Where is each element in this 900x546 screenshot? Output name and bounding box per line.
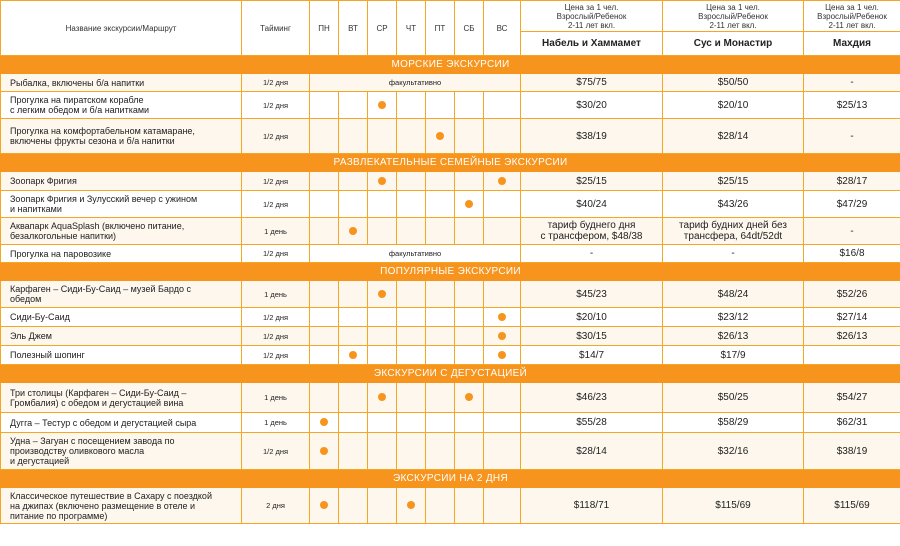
table-row <box>1 92 900 119</box>
cell-text-line: и дегустацией <box>10 456 70 466</box>
section-title: РАЗВЛЕКАТЕЛЬНЫЕ СЕМЕЙНЫЕ ЭКСКУРСИИ <box>1 154 900 172</box>
day-cell <box>484 327 521 346</box>
schedule-dot-icon <box>407 501 415 509</box>
schedule-dot-icon <box>498 313 506 321</box>
price-cell: $40/24 <box>521 191 663 218</box>
day-header: ВС <box>484 1 521 56</box>
cell-text-line: питание по программе) <box>10 510 108 521</box>
schedule-dot-icon <box>349 227 357 235</box>
price-cell: $28/17 <box>804 172 900 191</box>
price-cell: $115/69 <box>663 488 804 524</box>
cell-text-line: с трансфером, $48/38 <box>540 231 643 242</box>
price-cell: $38/19 <box>521 119 663 154</box>
excursion-name <box>1 308 242 327</box>
timing-cell: 1 день <box>242 383 310 413</box>
schedule-dot-icon <box>378 393 386 401</box>
day-cell <box>339 191 368 218</box>
day-cell <box>397 433 426 470</box>
cell-text-line: производству оливкового масла <box>10 446 145 456</box>
day-cell <box>368 433 397 470</box>
table-row <box>1 74 900 92</box>
region-header: Набель и Хаммамет <box>521 32 663 56</box>
cell-text-line: Эль Джем <box>10 331 52 341</box>
schedule-dot-icon <box>378 177 386 185</box>
excursion-name <box>1 488 242 524</box>
day-cell <box>455 218 484 245</box>
day-header: СР <box>368 1 397 56</box>
day-cell <box>310 281 339 308</box>
excursion-name <box>1 281 242 308</box>
day-cell <box>339 327 368 346</box>
schedule-dot-icon <box>498 351 506 359</box>
day-cell <box>397 413 426 433</box>
day-cell <box>484 383 521 413</box>
day-cell <box>484 172 521 191</box>
price-cell: $55/28 <box>521 413 663 433</box>
excursion-name <box>1 218 242 245</box>
excursion-name <box>1 245 242 263</box>
day-cell <box>310 119 339 154</box>
timing-cell: 1/2 дня <box>242 433 310 470</box>
day-cell <box>310 327 339 346</box>
cell-text-line: Прогулка на комфортабельном катамаране, <box>10 126 195 136</box>
day-cell <box>426 308 455 327</box>
price-cell: $45/23 <box>521 281 663 308</box>
cell-text-line: Громбалия) с обедом и дегустацией вина <box>10 397 184 408</box>
day-cell <box>368 119 397 154</box>
day-cell <box>368 92 397 119</box>
price-cell: - <box>663 245 804 263</box>
day-cell <box>455 327 484 346</box>
day-cell <box>397 281 426 308</box>
price-cell: $27/14 <box>804 308 900 327</box>
price-cell: $62/31 <box>804 413 900 433</box>
excursion-name <box>1 346 242 365</box>
day-cell <box>339 119 368 154</box>
price-cell <box>663 218 804 245</box>
day-cell <box>484 308 521 327</box>
cell-text-line: Зоопарк Фригия и Зулусский вечер с ужином <box>10 194 198 204</box>
table-row <box>1 172 900 191</box>
price-header: Цена за 1 чел. Взрослый/Ребенок 2-11 лет вкл. <box>521 1 663 32</box>
section-title: ЭКСКУРСИИ НА 2 ДНЯ <box>1 470 900 488</box>
day-cell <box>426 346 455 365</box>
day-cell <box>310 172 339 191</box>
day-cell <box>339 383 368 413</box>
day-cell <box>310 218 339 245</box>
excursion-name <box>1 413 242 433</box>
cell-text-line: Карфаген – Сиди-Бу-Саид – музей Бардо с <box>10 284 191 294</box>
cell-text-line: Сиди-Бу-Саид <box>10 312 70 322</box>
price-cell: - <box>804 74 900 92</box>
day-cell <box>310 346 339 365</box>
day-header: ПТ <box>426 1 455 56</box>
timing-cell: 1/2 дня <box>242 74 310 92</box>
schedule-dot-icon <box>498 177 506 185</box>
day-cell <box>397 308 426 327</box>
timing-cell: 1/2 дня <box>242 172 310 191</box>
price-cell: $118/71 <box>521 488 663 524</box>
header-row <box>1 1 900 32</box>
price-cell: $25/15 <box>521 172 663 191</box>
price-cell: $20/10 <box>663 92 804 119</box>
timing-cell: 1 день <box>242 413 310 433</box>
schedule-dot-icon <box>498 332 506 340</box>
day-cell <box>455 413 484 433</box>
table-row <box>1 488 900 524</box>
day-cell <box>484 119 521 154</box>
day-cell <box>426 327 455 346</box>
schedule-dot-icon <box>378 290 386 298</box>
excursion-name <box>1 191 242 218</box>
cell-text-line: Дугга – Тестур с обедом и дегустацией сыра <box>10 417 197 428</box>
price-cell: $38/19 <box>804 433 900 470</box>
timing-cell: 1/2 дня <box>242 92 310 119</box>
price-cell: - <box>521 245 663 263</box>
price-cell: $25/13 <box>804 92 900 119</box>
table-row <box>1 308 900 327</box>
price-cell: $30/20 <box>521 92 663 119</box>
day-cell <box>310 488 339 524</box>
price-cell: $115/69 <box>804 488 900 524</box>
day-cell <box>368 488 397 524</box>
price-cell: $28/14 <box>521 433 663 470</box>
timing-header: Тайминг <box>242 1 310 56</box>
section-header-row <box>1 470 900 488</box>
price-header: Цена за 1 чел. Взрослый/Ребенок 2-11 лет вкл. <box>804 1 900 32</box>
section-title: МОРСКИЕ ЭКСКУРСИИ <box>1 56 900 74</box>
table-row <box>1 119 900 154</box>
table-row <box>1 383 900 413</box>
day-cell <box>397 172 426 191</box>
timing-cell: 1/2 дня <box>242 191 310 218</box>
day-cell <box>455 92 484 119</box>
day-cell <box>310 413 339 433</box>
day-cell <box>339 413 368 433</box>
price-cell: $17/9 <box>663 346 804 365</box>
cell-text-line: Прогулка на пиратском корабле <box>10 95 144 105</box>
day-cell <box>397 346 426 365</box>
day-cell <box>455 383 484 413</box>
day-cell <box>310 92 339 119</box>
day-cell <box>484 191 521 218</box>
cell-text-line: Полезный шопинг <box>10 350 85 360</box>
table-row <box>1 346 900 365</box>
price-cell: $54/27 <box>804 383 900 413</box>
cell-text-line: трансфера, 64dt/52dt <box>683 231 783 242</box>
price-cell: $52/26 <box>804 281 900 308</box>
price-cell: $20/10 <box>521 308 663 327</box>
day-cell <box>310 433 339 470</box>
price-cell: $50/50 <box>663 74 804 92</box>
day-cell <box>397 327 426 346</box>
table-row <box>1 218 900 245</box>
table-row <box>1 433 900 470</box>
timing-cell: 2 дня <box>242 488 310 524</box>
day-header: ЧТ <box>397 1 426 56</box>
excursion-name <box>1 433 242 470</box>
timing-cell: 1/2 дня <box>242 245 310 263</box>
price-cell: $26/13 <box>663 327 804 346</box>
day-cell <box>397 218 426 245</box>
day-cell <box>484 281 521 308</box>
table-row <box>1 281 900 308</box>
price-cell: $47/29 <box>804 191 900 218</box>
day-cell <box>339 308 368 327</box>
price-cell: $48/24 <box>663 281 804 308</box>
optional-note: факультативно <box>310 245 521 263</box>
day-cell <box>426 191 455 218</box>
price-cell: $32/16 <box>663 433 804 470</box>
price-cell: $50/25 <box>663 383 804 413</box>
price-cell: $14/7 <box>521 346 663 365</box>
section-header-row <box>1 56 900 74</box>
schedule-dot-icon <box>436 132 444 140</box>
optional-note: факультативно <box>310 74 521 92</box>
day-cell <box>339 92 368 119</box>
day-cell <box>484 488 521 524</box>
day-cell <box>455 433 484 470</box>
price-cell: $75/75 <box>521 74 663 92</box>
price-cell: - <box>804 119 900 154</box>
timing-cell: 1 день <box>242 281 310 308</box>
excursion-name <box>1 74 242 92</box>
day-cell <box>339 433 368 470</box>
day-cell <box>484 413 521 433</box>
timing-cell: 1/2 дня <box>242 308 310 327</box>
day-cell <box>397 191 426 218</box>
schedule-dot-icon <box>320 501 328 509</box>
day-cell <box>368 327 397 346</box>
day-cell <box>368 383 397 413</box>
section-header-row <box>1 263 900 281</box>
cell-text-line: на джипах (включено размещение в отеле и <box>10 500 196 511</box>
day-cell <box>426 218 455 245</box>
table-row <box>1 245 900 263</box>
price-cell: $25/15 <box>663 172 804 191</box>
day-cell <box>455 191 484 218</box>
day-header: ПН <box>310 1 339 56</box>
day-cell <box>484 92 521 119</box>
cell-text-line: включены фрукты сезона и б/а напитки <box>10 136 175 146</box>
day-cell <box>426 92 455 119</box>
price-cell: $58/29 <box>663 413 804 433</box>
day-cell <box>484 433 521 470</box>
section-header-row <box>1 154 900 172</box>
day-cell <box>368 172 397 191</box>
day-cell <box>455 346 484 365</box>
cell-text-line: тариф будних дней без <box>679 220 787 231</box>
price-cell: $30/15 <box>521 327 663 346</box>
day-cell <box>397 119 426 154</box>
cell-text-line: с легким обедом и б/а напитками <box>10 105 150 115</box>
region-header: Сус и Монастир <box>663 32 804 56</box>
day-cell <box>426 172 455 191</box>
day-cell <box>455 172 484 191</box>
day-cell <box>368 281 397 308</box>
cell-text-line: обедом <box>10 294 42 304</box>
table-row <box>1 191 900 218</box>
table-row <box>1 413 900 433</box>
schedule-dot-icon <box>349 351 357 359</box>
day-cell <box>426 413 455 433</box>
day-cell <box>368 413 397 433</box>
day-cell <box>426 433 455 470</box>
price-cell: $26/13 <box>804 327 900 346</box>
price-cell: $28/14 <box>663 119 804 154</box>
schedule-dot-icon <box>320 447 328 455</box>
cell-text-line: Три столицы (Карфаген – Сиди-Бу-Саид – <box>10 387 187 398</box>
price-cell: - <box>804 218 900 245</box>
day-cell <box>426 488 455 524</box>
day-cell <box>339 172 368 191</box>
day-cell <box>310 308 339 327</box>
day-cell <box>484 218 521 245</box>
cell-text-line: Удна – Загуан с посещением завода по <box>10 436 175 446</box>
schedule-dot-icon <box>465 393 473 401</box>
price-cell: $43/26 <box>663 191 804 218</box>
schedule-dot-icon <box>378 101 386 109</box>
price-header: Цена за 1 чел. Взрослый/Ребенок 2-11 лет вкл. <box>663 1 804 32</box>
day-cell <box>397 488 426 524</box>
excursion-name <box>1 119 242 154</box>
cell-text-line: Прогулка на паровозике <box>10 248 112 259</box>
day-cell <box>397 383 426 413</box>
timing-cell: 1/2 дня <box>242 327 310 346</box>
day-cell <box>339 346 368 365</box>
cell-text-line: Классическое путешествие в Сахару с поездкой <box>10 490 212 501</box>
day-cell <box>426 119 455 154</box>
day-cell <box>339 218 368 245</box>
price-cell: $16/8 <box>804 245 900 263</box>
day-cell <box>426 281 455 308</box>
day-cell <box>310 383 339 413</box>
cell-text-line: Рыбалка, включены б/а напитки <box>10 77 145 88</box>
region-header: Махдия <box>804 32 900 56</box>
excursion-name <box>1 327 242 346</box>
day-cell <box>455 119 484 154</box>
price-cell: $23/12 <box>663 308 804 327</box>
day-cell <box>484 346 521 365</box>
day-cell <box>455 281 484 308</box>
section-header-row <box>1 365 900 383</box>
table-body <box>1 56 900 524</box>
day-cell <box>368 191 397 218</box>
price-cell <box>521 218 663 245</box>
day-cell <box>397 92 426 119</box>
section-title: ЭКСКУРСИИ С ДЕГУСТАЦИЕЙ <box>1 365 900 383</box>
cell-text-line: и напитками <box>10 204 62 214</box>
cell-text-line: безалкогольные напитки) <box>10 231 117 241</box>
day-cell <box>339 488 368 524</box>
section-title: ПОПУЛЯРНЫЕ ЭКСКУРСИИ <box>1 263 900 281</box>
excursion-name <box>1 92 242 119</box>
timing-cell: 1/2 дня <box>242 119 310 154</box>
price-cell: $46/23 <box>521 383 663 413</box>
schedule-dot-icon <box>320 418 328 426</box>
excursion-name <box>1 172 242 191</box>
day-cell <box>368 308 397 327</box>
price-cell <box>804 346 900 365</box>
timing-cell: 1/2 дня <box>242 346 310 365</box>
excursion-name <box>1 383 242 413</box>
schedule-dot-icon <box>465 200 473 208</box>
day-cell <box>455 488 484 524</box>
day-cell <box>426 383 455 413</box>
day-cell <box>339 281 368 308</box>
day-cell <box>368 218 397 245</box>
cell-text-line: Аквапарк AquaSplash (включено питание, <box>10 221 185 231</box>
day-cell <box>310 191 339 218</box>
day-cell <box>368 346 397 365</box>
day-header: СБ <box>455 1 484 56</box>
day-cell <box>455 308 484 327</box>
route-header: Название экскурсии/Маршрут <box>1 1 242 56</box>
timing-cell: 1 день <box>242 218 310 245</box>
day-header: ВТ <box>339 1 368 56</box>
table-row <box>1 327 900 346</box>
cell-text-line: Зоопарк Фригия <box>10 176 77 186</box>
cell-text-line: тариф буднего дня <box>547 220 636 231</box>
